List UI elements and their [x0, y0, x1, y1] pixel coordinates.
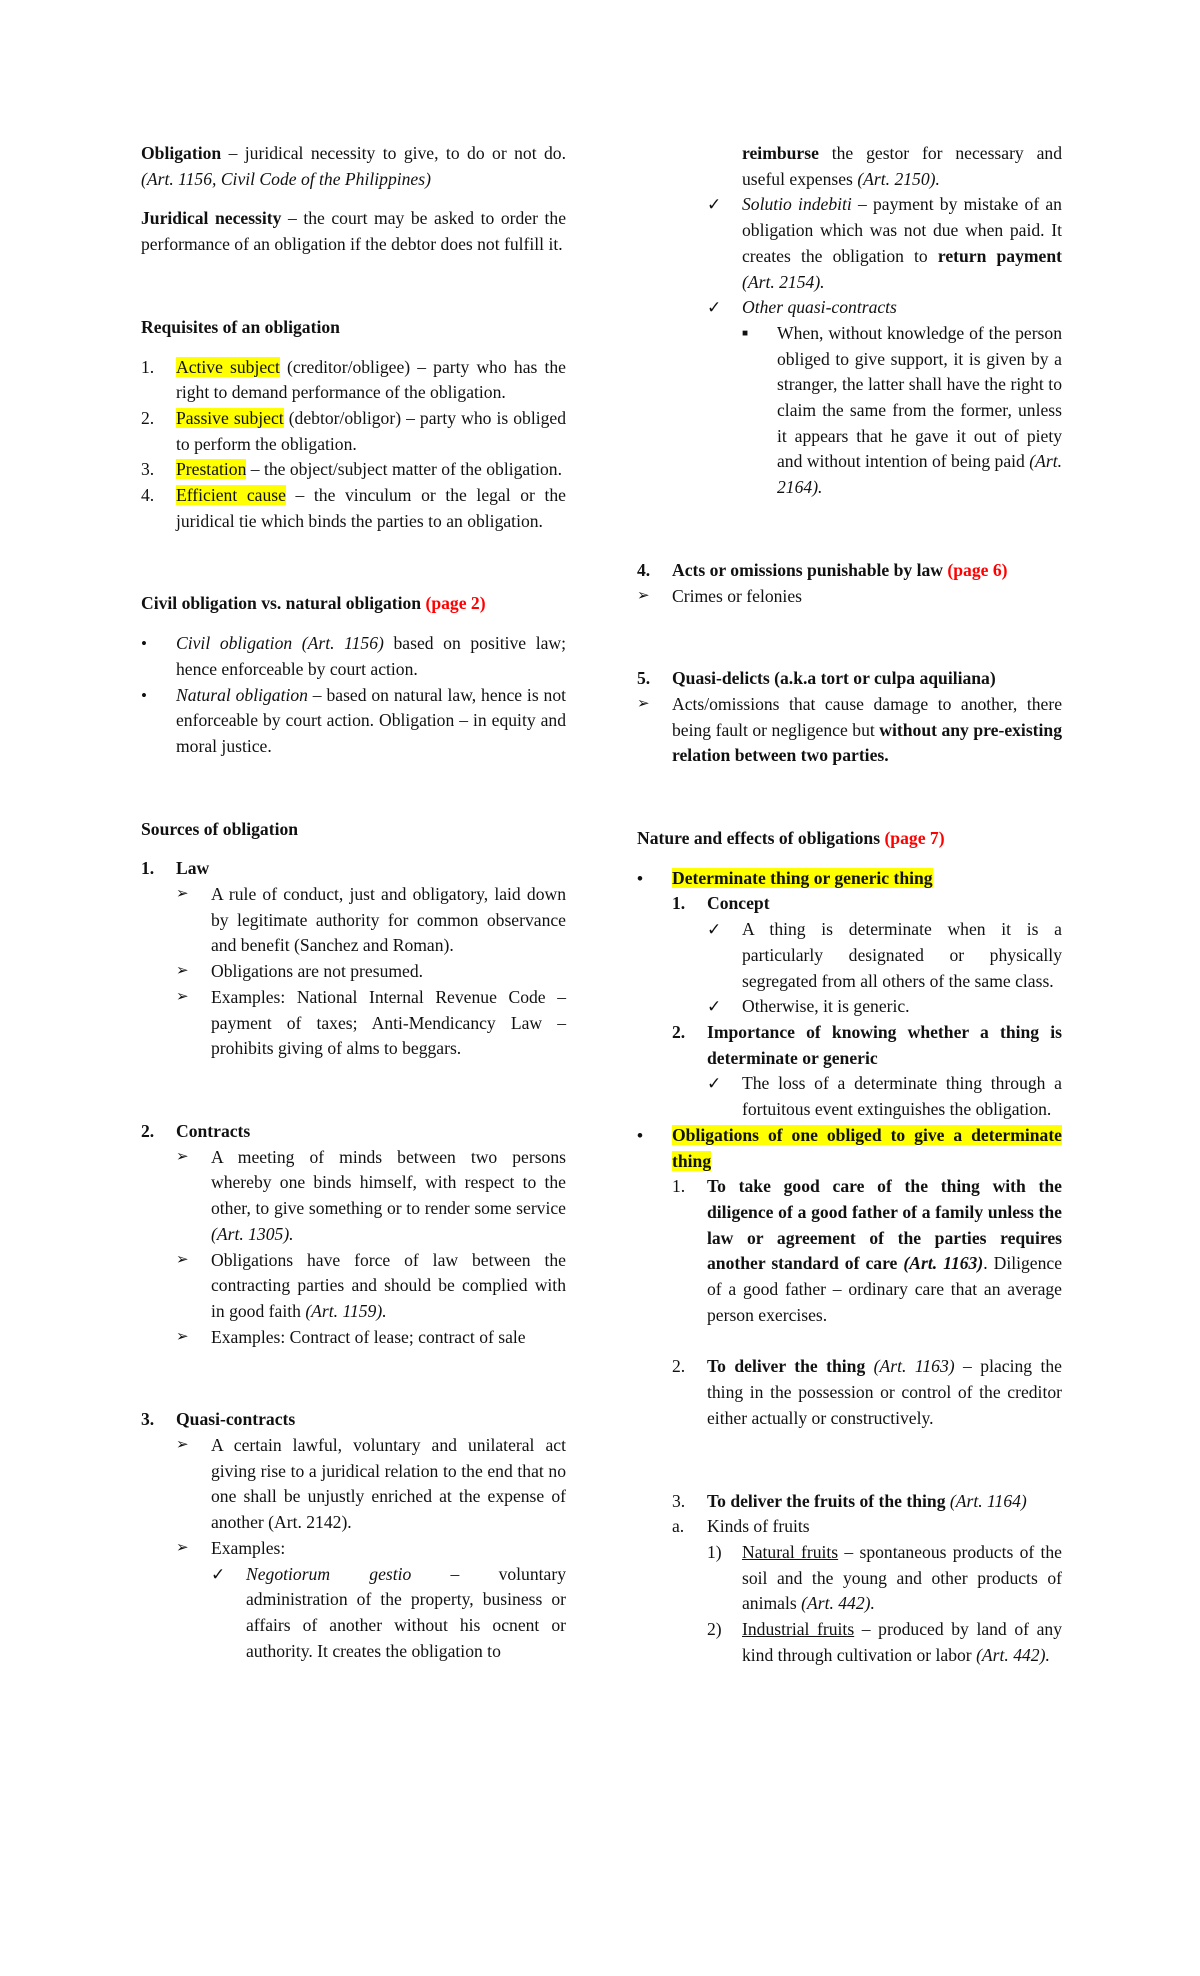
arrow-bullet-icon: ➢ — [176, 1437, 189, 1454]
arrow-bullet-icon: ➢ — [176, 988, 189, 1005]
source-acts-omissions: 4. Acts or omissions punishable by law (page 6) — [637, 559, 1008, 580]
juridical-necessity-definition: Juridical necessity – the court may be asked to order the performance of an obligation if the debtor does not fulfill it. — [141, 208, 566, 255]
kinds-of-fruits: a. Kinds of fruits — [672, 1516, 810, 1537]
fruit-item: 1) Natural fruits – spontaneous products of the soil and the young and other products of animals (Art. 442). — [707, 1541, 1062, 1614]
source-quasi-delicts: 5. Quasi-delicts (a.k.a tort or culpa aquiliana) — [637, 668, 996, 689]
requisite-item: 2. Passive subject (debtor/obligor) – party who is obliged to perform the obligation. — [141, 407, 566, 454]
source-contracts: 2. Contracts — [141, 1120, 251, 1141]
checkmark-icon: ✓ — [707, 1074, 722, 1094]
requisite-item: 4. Efficient cause – the vinculum or the legal or the juridical tie which binds the parties to an obligation. — [141, 485, 566, 531]
arrow-item: ➢ Obligations have force of law between the contracting parties and should be complied with in good faith (Art. 1159). — [176, 1249, 566, 1321]
arrow-item: ➢ A meeting of minds between two persons whereby one binds himself, with respect to the other, to give something or to render some service (Art. 1305). — [176, 1146, 566, 1244]
check-item: ✓ The loss of a determinate thing through a fortuitous event extinguishes the obligation. — [707, 1073, 1062, 1120]
check-item: ✓ A thing is determinate when it is a particularly designated or physically segregated from all others of the same class. — [707, 919, 1062, 991]
continued-text: reimburse the gestor for necessary and useful expenses (Art. 2150). — [742, 143, 1062, 189]
page-reference: (page 7) — [884, 828, 945, 849]
fruit-item: 2) Industrial fruits – produced by land of any kind through cultivation or labor (Art. 442). — [707, 1619, 1062, 1665]
square-item: ■ When, without knowledge of the person obliged to give support, it is given by a stranger, the latter shall have the right to claim the same from the former, unless it appears that he gave it out of piety and without intention of being paid (Art. 2164). — [742, 322, 1062, 498]
bullet-icon: • — [637, 868, 643, 888]
arrow-bullet-icon: ➢ — [176, 1539, 189, 1556]
arrow-item: ➢ Acts/omissions that cause damage to another, there being fault or negligence but without any pre-existing relation between two parties. — [637, 693, 1062, 766]
page-reference: (page 6) — [947, 559, 1008, 580]
check-item: ✓ Otherwise, it is generic. — [637, 994, 1062, 1020]
requisites-heading: Requisites of an obligation — [141, 316, 340, 337]
concept-item: 1. Concept — [672, 893, 770, 914]
checkmark-icon: ✓ — [707, 920, 722, 940]
square-bullet-icon: ■ — [742, 327, 749, 339]
bullet-item: • Civil obligation (Art. 1156) based on positive law; hence enforceable by court action. — [141, 633, 566, 679]
checkmark-icon: ✓ — [707, 195, 722, 215]
bullet-icon: • — [141, 685, 147, 705]
source-quasi-contracts: 3. Quasi-contracts — [141, 1409, 296, 1430]
arrow-item: ➢ A rule of conduct, just and obligatory, laid down by legitimate authority for common observance and benefit (Sanchez and Roman). — [176, 884, 566, 956]
arrow-bullet-icon: ➢ — [176, 963, 189, 980]
arrow-item: ➢ Examples: National Internal Revenue Code – payment of taxes; Anti-Mendicancy Law – prohibits giving of alms to beggars. — [176, 986, 566, 1059]
checkmark-icon: ✓ — [211, 1564, 226, 1584]
sources-heading: Sources of obligation — [141, 818, 299, 839]
arrow-bullet-icon: ➢ — [176, 1328, 189, 1345]
obligation-definition: Obligation – juridical necessity to give, to do or not do. (Art. 1156, Civil Code of the Philippines) — [141, 143, 566, 189]
importance-item: 2. Importance of knowing whether a thing is determinate or generic — [672, 1021, 1062, 1068]
bullet-item: • Natural obligation – based on natural law, hence is not enforceable by court action. Obligation – in equity and moral justice. — [141, 684, 566, 756]
bullet-icon: • — [141, 634, 147, 654]
arrow-item: ➢ Examples: — [141, 1536, 566, 1562]
obligations-bullet: • Obligations of one obliged to give a determinate thing — [637, 1124, 1062, 1171]
source-law: 1. Law — [141, 858, 210, 879]
check-item: ✓ Solutio indebiti – payment by mistake of an obligation which was not due when paid. It creates the obligation to return payment (Art. 2154). — [707, 194, 1062, 292]
left-column — [141, 141, 566, 1664]
page-reference: (page 2) — [425, 593, 486, 614]
arrow-bullet-icon: ➢ — [176, 886, 189, 903]
right-column — [637, 141, 1062, 1668]
arrow-bullet-icon: ➢ — [637, 695, 650, 712]
bullet-icon: • — [637, 1125, 643, 1145]
determinate-thing-bullet: • Determinate thing or generic thing — [637, 866, 1062, 892]
arrow-bullet-icon: ➢ — [637, 587, 650, 604]
arrow-item: ➢ Obligations are not presumed. — [141, 959, 566, 985]
checkmark-icon: ✓ — [707, 298, 722, 318]
requisite-item: 3. Prestation – the object/subject matter of the obligation. — [141, 459, 562, 480]
nature-heading: Nature and effects of obligations (page 7) — [637, 828, 945, 849]
obligation-item: 3. To deliver the fruits of the thing (Art. 1164) — [672, 1490, 1027, 1511]
checkmark-icon: ✓ — [707, 997, 722, 1017]
obligation-item: 1. To take good care of the thing with the diligence of a good father of a family unless the law or agreement of the parties requires another standard of care (Art. 1163). Diligence of a good father – ordinary care that an average person exercises. — [672, 1176, 1062, 1325]
arrow-bullet-icon: ➢ — [176, 1148, 189, 1165]
arrow-bullet-icon: ➢ — [176, 1251, 189, 1268]
check-item: ✓ Negotiorum gestio – voluntary administration of the property, business or affairs of another without his ocnent or authority. It creates the obligation to — [211, 1563, 566, 1661]
civil-vs-natural-heading: Civil obligation vs. natural obligation (page 2) — [141, 593, 486, 614]
requisite-item: 1. Active subject (creditor/obligee) – party who has the right to demand performance of the obligation. — [141, 356, 566, 403]
check-item: ✓ Other quasi-contracts — [637, 295, 1062, 321]
arrow-item: ➢ Crimes or felonies — [637, 584, 1062, 610]
arrow-item: ➢ A certain lawful, voluntary and unilateral act giving rise to a juridical relation to the end that no one shall be unjustly enriched at the expense of another (Art. 2142). — [176, 1435, 566, 1533]
obligation-item: 2. To deliver the thing (Art. 1163) – placing the thing in the possession or control of the creditor either actually or constructively. — [672, 1356, 1062, 1428]
arrow-item: ➢ Examples: Contract of lease; contract of sale — [141, 1325, 566, 1351]
